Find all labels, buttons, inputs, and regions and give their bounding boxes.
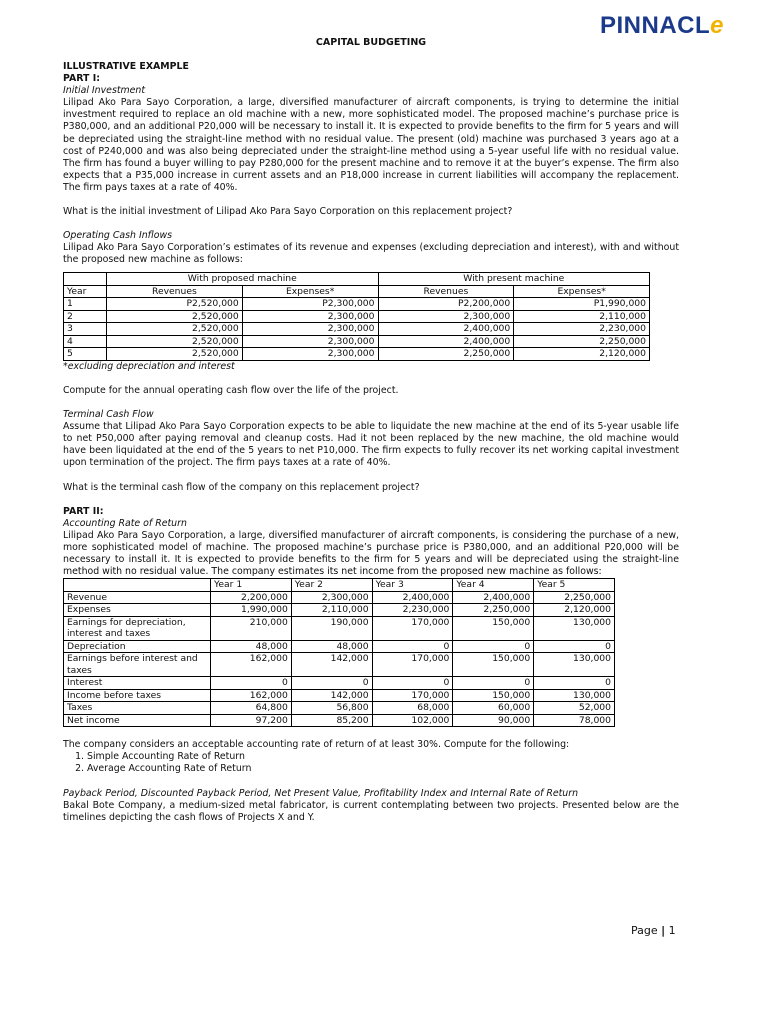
subheading-operating-cash-inflows: Operating Cash Inflows bbox=[63, 230, 172, 242]
table-cell: 2,250,000 bbox=[514, 335, 650, 348]
table-cell: 56,800 bbox=[291, 702, 372, 715]
table-row bbox=[64, 591, 615, 604]
paragraph-operating-cash-inflows: Lilipad Ako Para Sayo Corporation’s estimates of its revenue and expenses (excluding depreciation and interest), with and without the proposed new machine as follows: bbox=[63, 242, 679, 266]
table-row bbox=[64, 677, 615, 690]
table-cell: 162,000 bbox=[211, 689, 292, 702]
net-income-table bbox=[63, 578, 615, 727]
table-cell: 48,000 bbox=[211, 640, 292, 653]
year-cell: 2 bbox=[64, 310, 107, 323]
table-cell: 2,400,000 bbox=[372, 591, 453, 604]
list-item: 2. Average Accounting Rate of Return bbox=[87, 763, 679, 775]
year-cell: 1 bbox=[64, 298, 107, 311]
table-cell: 78,000 bbox=[534, 714, 615, 727]
table-cell: P2,200,000 bbox=[378, 298, 514, 311]
table-cell: 162,000 bbox=[211, 653, 292, 677]
table-cell: 170,000 bbox=[372, 616, 453, 640]
table-cell: 170,000 bbox=[372, 653, 453, 677]
table-cell: 68,000 bbox=[372, 702, 453, 715]
table-cell: 150,000 bbox=[453, 616, 534, 640]
table-cell: 2,250,000 bbox=[534, 591, 615, 604]
table-cell: 2,120,000 bbox=[514, 348, 650, 361]
table-cell: 97,200 bbox=[211, 714, 292, 727]
header-expenses: Expenses* bbox=[242, 285, 378, 298]
header-year: Year 2 bbox=[291, 579, 372, 592]
table-row bbox=[64, 335, 650, 348]
table-row bbox=[64, 653, 615, 677]
table-cell: 2,250,000 bbox=[378, 348, 514, 361]
table-row bbox=[64, 640, 615, 653]
row-label: Income before taxes bbox=[64, 689, 211, 702]
table-cell: 2,520,000 bbox=[107, 323, 243, 336]
question-list bbox=[63, 751, 679, 775]
table-row bbox=[64, 616, 615, 640]
question-initial-investment: What is the initial investment of Lilipad Ako Para Sayo Corporation on this replacement project? bbox=[63, 206, 513, 218]
table-row bbox=[64, 714, 615, 727]
table-cell: 2,520,000 bbox=[107, 310, 243, 323]
table-row bbox=[64, 323, 650, 336]
table-cell: 130,000 bbox=[534, 689, 615, 702]
table-cell: 102,000 bbox=[372, 714, 453, 727]
table-cell: 2,520,000 bbox=[107, 335, 243, 348]
section-heading: ILLUSTRATIVE EXAMPLE bbox=[63, 61, 189, 72]
table-row bbox=[64, 689, 615, 702]
page-number: Page | 1 bbox=[631, 924, 676, 937]
subheading-initial-investment: Initial Investment bbox=[63, 85, 146, 97]
table-row bbox=[64, 348, 650, 361]
table-cell: 2,230,000 bbox=[514, 323, 650, 336]
table-cell: 130,000 bbox=[534, 653, 615, 677]
table-cell: 2,300,000 bbox=[242, 335, 378, 348]
part-heading: PART I: bbox=[63, 73, 100, 85]
table-cell: 60,000 bbox=[453, 702, 534, 715]
table-cell: 2,400,000 bbox=[378, 323, 514, 336]
row-label: Expenses bbox=[64, 604, 211, 617]
row-label: Net income bbox=[64, 714, 211, 727]
table-cell: 0 bbox=[534, 677, 615, 690]
table-cell: 130,000 bbox=[534, 616, 615, 640]
header-with-present: With present machine bbox=[378, 273, 650, 286]
table-cell: 2,300,000 bbox=[378, 310, 514, 323]
table-cell: 2,120,000 bbox=[534, 604, 615, 617]
header-with-proposed: With proposed machine bbox=[107, 273, 379, 286]
table-cell: P2,300,000 bbox=[242, 298, 378, 311]
table-cell: 2,110,000 bbox=[514, 310, 650, 323]
header-year: Year bbox=[64, 285, 107, 298]
table-cell: 2,230,000 bbox=[372, 604, 453, 617]
paragraph-accounting-rate: Lilipad Ako Para Sayo Corporation, a large, diversified manufacturer of aircraft components, is considering the purchase of a new, more sophisticated model of machine. The proposed machine’s purchase price is P380,000, and an additional P20,000 will be necessary to install it. It is expected to provide benefits to the firm for 5 years and will be depreciated using the straight-line method with no residual value. The company estimates its net income from the proposed new machine as follows: bbox=[63, 529, 679, 578]
row-label: Earnings before interest and taxes bbox=[64, 653, 211, 677]
question-terminal-cash-flow: What is the terminal cash flow of the company on this replacement project? bbox=[63, 481, 420, 493]
company-logo: PINNACLe bbox=[600, 12, 725, 39]
table-cell: 2,400,000 bbox=[378, 335, 514, 348]
table-cell: 85,200 bbox=[291, 714, 372, 727]
table-row bbox=[64, 310, 650, 323]
part-heading: PART II: bbox=[63, 505, 104, 517]
subheading-payback: Payback Period, Discounted Payback Period, Net Present Value, Profitability Index and Internal Rate of Return bbox=[63, 787, 579, 799]
subheading-accounting-rate: Accounting Rate of Return bbox=[63, 517, 187, 529]
document-title: CAPITAL BUDGETING bbox=[315, 37, 427, 48]
table-cell: 0 bbox=[453, 677, 534, 690]
table-cell: 90,000 bbox=[453, 714, 534, 727]
header-year: Year 3 bbox=[372, 579, 453, 592]
table-cell: 0 bbox=[372, 640, 453, 653]
table-cell: 2,300,000 bbox=[291, 591, 372, 604]
paragraph-acceptable-rate: The company considers an acceptable accounting rate of return of at least 30%. Compute for the following: bbox=[63, 739, 570, 751]
table-cell: 2,200,000 bbox=[211, 591, 292, 604]
table-cell: 0 bbox=[211, 677, 292, 690]
list-item: 1. Simple Accounting Rate of Return bbox=[87, 751, 679, 763]
table-cell: 142,000 bbox=[291, 653, 372, 677]
table-cell: 1,990,000 bbox=[211, 604, 292, 617]
header-year: Year 4 bbox=[453, 579, 534, 592]
subheading-terminal-cash-flow: Terminal Cash Flow bbox=[63, 409, 154, 421]
table-cell: 170,000 bbox=[372, 689, 453, 702]
table-row bbox=[64, 604, 615, 617]
table-row bbox=[64, 298, 650, 311]
revenue-expense-table bbox=[63, 272, 650, 361]
table-cell: 150,000 bbox=[453, 653, 534, 677]
table-cell: 142,000 bbox=[291, 689, 372, 702]
paragraph-terminal-cash-flow: Assume that Lilipad Ako Para Sayo Corporation expects to be able to liquidate the new machine at the end of its 5-year usable life to net P50,000 after paying removal and cleanup costs. Had it not been replaced by the new machine, the old machine would have been liquidated at the end of the 5 years to net P10,000. The firm expects to fully recover its net working capital investment upon termination of the project. The firm pays taxes at a rate of 40%. bbox=[63, 421, 679, 469]
table-cell: P1,990,000 bbox=[514, 298, 650, 311]
paragraph-initial-investment: Lilipad Ako Para Sayo Corporation, a large, diversified manufacturer of aircraft components, is trying to determine the initial investment required to replace an old machine with a new, more sophisticated model. The proposed machine’s purchase price is P380,000, and an additional P20,000 will be necessary to install it. It is expected to provide benefits to the firm for 5 years and will be depreciated using the straight-line method with no residual value. The present (old) machine was purchased 3 years ago at a cost of P240,000 and was also being depreciated under the straight-line method using a 5-year useful life with no residual value. The firm has found a buyer willing to pay P280,000 for the present machine and to remove it at the buyer’s expense. The firm also expects that a P35,000 increase in current assets and an P18,000 increase in current liabilities will accompany the replacement. The firm pays taxes at a rate of 40%. bbox=[63, 97, 679, 193]
table-cell: 52,000 bbox=[534, 702, 615, 715]
row-label: Interest bbox=[64, 677, 211, 690]
header-expenses: Expenses* bbox=[514, 285, 650, 298]
document-body bbox=[63, 61, 679, 824]
table-cell: 2,400,000 bbox=[453, 591, 534, 604]
row-label: Revenue bbox=[64, 591, 211, 604]
table-cell: 64,800 bbox=[211, 702, 292, 715]
header-revenues: Revenues bbox=[378, 285, 514, 298]
row-label: Earnings for depreciation, interest and taxes bbox=[64, 616, 211, 640]
header-year: Year 1 bbox=[211, 579, 292, 592]
table-cell: 2,300,000 bbox=[242, 348, 378, 361]
table-cell: 2,250,000 bbox=[453, 604, 534, 617]
table-cell: 2,300,000 bbox=[242, 323, 378, 336]
table-cell: 2,520,000 bbox=[107, 348, 243, 361]
header-revenues: Revenues bbox=[107, 285, 243, 298]
row-label: Taxes bbox=[64, 702, 211, 715]
table-cell: 0 bbox=[453, 640, 534, 653]
table-cell: P2,520,000 bbox=[107, 298, 243, 311]
table-cell: 2,110,000 bbox=[291, 604, 372, 617]
table-cell: 150,000 bbox=[453, 689, 534, 702]
year-cell: 4 bbox=[64, 335, 107, 348]
header-year: Year 5 bbox=[534, 579, 615, 592]
table-cell: 0 bbox=[291, 677, 372, 690]
question-operating-cash-flow: Compute for the annual operating cash flow over the life of the project. bbox=[63, 385, 399, 396]
year-cell: 5 bbox=[64, 348, 107, 361]
table-cell: 0 bbox=[372, 677, 453, 690]
table-row bbox=[64, 702, 615, 715]
table-cell: 48,000 bbox=[291, 640, 372, 653]
table-cell: 2,300,000 bbox=[242, 310, 378, 323]
table-cell: 190,000 bbox=[291, 616, 372, 640]
year-cell: 3 bbox=[64, 323, 107, 336]
paragraph-bakal-bote: Bakal Bote Company, a medium-sized metal fabricator, is current contemplating between two projects. Presented below are the timelines depicting the cash flows of Projects X and Y. bbox=[63, 799, 679, 823]
table-cell: 210,000 bbox=[211, 616, 292, 640]
row-label: Depreciation bbox=[64, 640, 211, 653]
table-cell: 0 bbox=[534, 640, 615, 653]
table-footnote: *excluding depreciation and interest bbox=[63, 360, 235, 372]
